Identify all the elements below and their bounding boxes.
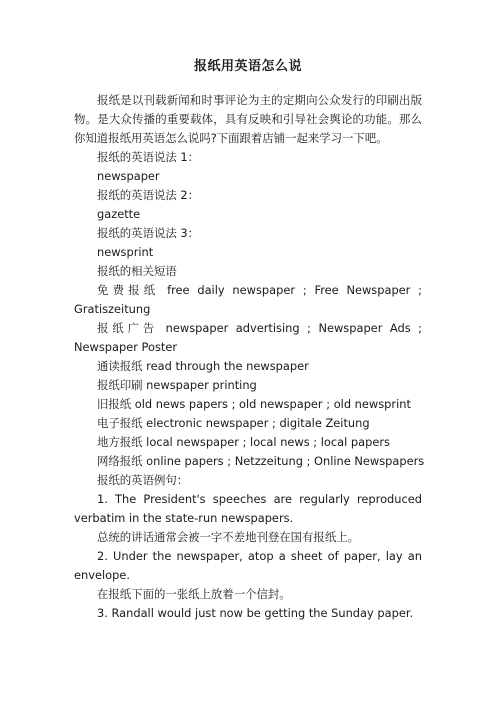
phrase-item: 报纸印刷 newspaper printing [97, 378, 257, 392]
phrase-item: 通读报纸 read through the newspaper [97, 359, 309, 373]
usage-3-label: 报纸的英语说法 3： [97, 226, 199, 240]
example-translation: 总统的讲话通常会被一字不差地刊登在国有报纸上。 [97, 530, 359, 544]
examples-heading: 报纸的英语例句： [97, 473, 189, 487]
phrase-item: 旧报纸 old news papers ; old newspaper ; old newsprint [97, 397, 411, 411]
usage-2-word: gazette [97, 207, 141, 221]
phrase-item: 免费报纸 free daily newspaper ; Free Newspaper ; Gratiszeitung [74, 283, 422, 316]
example-sentence: 3. Randall would just now be getting the Sunday paper. [97, 606, 414, 620]
document-page [74, 58, 425, 623]
example-translation: 在报纸下面的一张纸上放着一个信封。 [97, 587, 291, 601]
usage-3-word: newsprint [97, 245, 154, 259]
example-sentence: 1. The President's speeches are regularly reproduced verbatim in the state-run newspapers. [74, 492, 422, 525]
usage-1-label: 报纸的英语说法 1： [97, 150, 199, 164]
phrase-item: 网络报纸 online papers ; Netzzeitung ; Online Newspapers [97, 454, 425, 468]
usage-1-word: newspaper [97, 169, 160, 183]
phrase-item: 地方报纸 local newspaper ; local news ; local papers [97, 435, 390, 449]
example-sentence: 2. Under the newspaper, atop a sheet of paper, lay an envelope. [74, 549, 422, 582]
usage-2-label: 报纸的英语说法 2： [97, 188, 199, 202]
phrase-item: 报纸广告 newspaper advertising ; Newspaper Ads ; Newspaper Poster [74, 321, 422, 354]
phrase-item: 电子报纸 electronic newspaper ; digitale Zeitung [97, 416, 370, 430]
document-title: 报纸用英语怎么说 [193, 59, 302, 74]
phrases-heading: 报纸的相关短语 [97, 264, 177, 278]
intro-paragraph: 报纸是以刊载新闻和时事评论为主的定期向公众发行的印刷出版物。是大众传播的重要载体，具有反映和引导社会舆论的功能。那么你知道报纸用英语怎么说吗?下面跟着店铺一起来学习一下吧。 [74, 93, 422, 145]
